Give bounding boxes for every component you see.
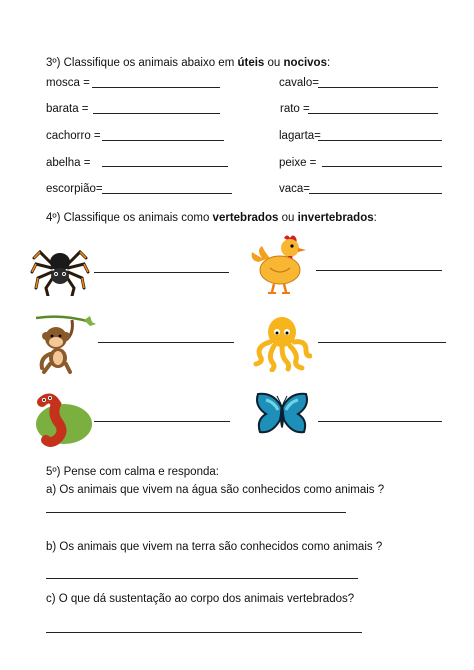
q4-prefix: 4º) Classifique os animais como bbox=[46, 212, 213, 224]
chicken-icon bbox=[248, 232, 312, 296]
q3-item-label: rato = bbox=[280, 103, 310, 115]
monkey-icon bbox=[34, 312, 96, 376]
answer-line[interactable] bbox=[94, 421, 230, 422]
answer-line[interactable] bbox=[318, 342, 446, 343]
answer-line[interactable] bbox=[318, 87, 438, 88]
question-5c: c) O que dá sustentação ao corpo dos animais vertebrados? bbox=[46, 593, 355, 605]
q3-item-label: cachorro = bbox=[46, 130, 101, 142]
q3-item-label: vaca= bbox=[279, 183, 311, 195]
q3-item-label: escorpião= bbox=[46, 183, 103, 195]
answer-line[interactable] bbox=[102, 166, 228, 167]
answer-line[interactable] bbox=[309, 193, 442, 194]
answer-line[interactable] bbox=[98, 342, 234, 343]
answer-line[interactable] bbox=[102, 193, 232, 194]
answer-line[interactable] bbox=[46, 512, 346, 513]
answer-line[interactable] bbox=[308, 113, 438, 114]
butterfly-icon bbox=[254, 390, 310, 442]
question-4-heading bbox=[46, 212, 377, 224]
answer-line[interactable] bbox=[94, 272, 229, 273]
answer-line[interactable] bbox=[318, 140, 442, 141]
q3-item-label: peixe = bbox=[279, 157, 317, 169]
answer-line[interactable] bbox=[102, 140, 224, 141]
q3-item-label: lagarta= bbox=[279, 130, 321, 142]
spider-icon bbox=[30, 240, 90, 296]
q3-prefix: 3º) Classifique os animais abaixo em bbox=[46, 57, 238, 69]
q4-suffix: : bbox=[373, 212, 377, 224]
answer-line[interactable] bbox=[322, 166, 442, 167]
q3-item-label: abelha = bbox=[46, 157, 91, 169]
q3-item-label: mosca = bbox=[46, 77, 90, 89]
q3-mid: ou bbox=[264, 57, 284, 69]
answer-line[interactable] bbox=[46, 632, 362, 633]
question-5a: a) Os animais que vivem na água são conhecidos como animais ? bbox=[46, 484, 385, 496]
q3-item-label: barata = bbox=[46, 103, 89, 115]
q4-bold-invertebrates: invertebrados bbox=[297, 212, 374, 224]
answer-line[interactable] bbox=[318, 421, 442, 422]
question-5b: b) Os animais que vivem na terra são conhecidos como animais ? bbox=[46, 541, 383, 553]
answer-line[interactable] bbox=[316, 270, 442, 271]
answer-line[interactable] bbox=[46, 578, 358, 579]
q3-suffix: : bbox=[326, 57, 331, 69]
worm-icon bbox=[30, 390, 92, 450]
question-5-heading: 5º) Pense com calma e responda: bbox=[46, 466, 219, 478]
q3-item-label: cavalo= bbox=[279, 77, 319, 89]
q4-mid: ou bbox=[278, 212, 298, 224]
answer-line[interactable] bbox=[93, 113, 220, 114]
q3-bold-harmful: nocivos bbox=[283, 57, 327, 69]
q3-bold-useful: úteis bbox=[237, 57, 265, 69]
octopus-icon bbox=[250, 312, 312, 372]
question-3-heading bbox=[46, 57, 330, 69]
answer-line[interactable] bbox=[92, 87, 220, 88]
q4-bold-vertebrates: vertebrados bbox=[212, 212, 279, 224]
